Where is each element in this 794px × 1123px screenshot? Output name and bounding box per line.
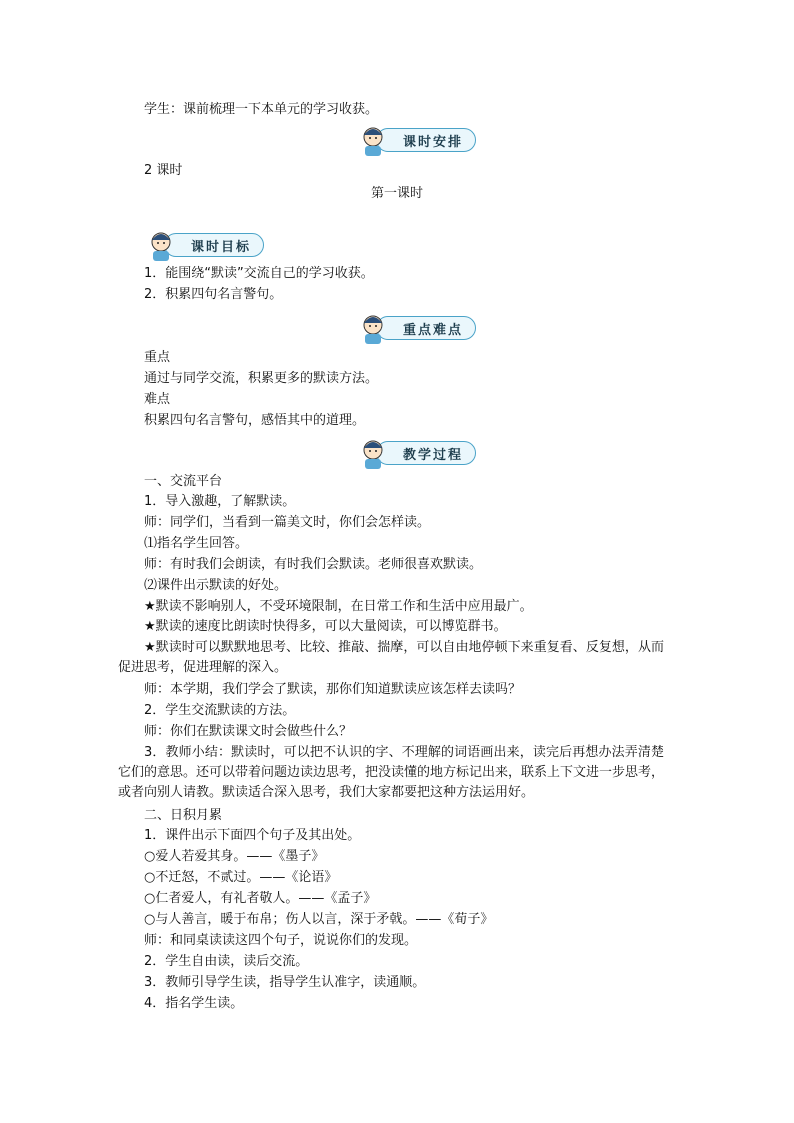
paragraph: 1．课件出示下面四个句子及其出处。 [144,828,361,843]
badge-key-points [358,311,476,345]
hours-text: 2 课时 [144,163,183,178]
badge-label: 重点难点 [376,316,476,340]
badge-process [358,436,476,470]
quote-line: ○仁者爱人，有礼者敬人。——《孟子》 [144,891,377,906]
paragraph: ★默读时可以默默地思考、比较、推敲、揣摩，可以自由地停顿下来重复看、反复想，从而促进思考，促进理解的深入。 [118,640,664,675]
paragraph: 3．教师引导学生读，指导学生认准字，读通顺。 [144,975,426,990]
paragraph: 师：和同桌读读这四个句子，说说你们的发现。 [144,933,418,948]
key-text: 通过与同学交流，积累更多的默读方法。 [144,371,379,386]
goal-item: 2．积累四句名言警句。 [144,287,283,302]
difficulty-label: 难点 [144,392,171,407]
paragraph: 师：本学期，我们学会了默读，那你们知道默读应该怎样去读吗？ [144,682,522,697]
student-mascot-icon [358,311,390,345]
badge-label: 教学过程 [376,441,476,465]
section-title: 一、交流平台 [144,474,223,489]
paragraph: 3．教师小结：默读时，可以把不认识的字、不理解的词语画出来，读完后再想办法弄清楚它们的意思。还可以带着问题边读边思考，把没读懂的地方标记出来，联系上下文进一步思考，或者向别人请教。默读适合深入思考，我们大家都要把这种方法运用好。 [118,745,665,800]
student-mascot-icon [358,123,390,157]
quote-line: ○与人善言，暖于布帛；伤人以言，深于矛戟。——《荀子》 [144,912,494,927]
paragraph: 师：有时我们会朗读，有时我们会默读。老师很喜欢默读。 [144,557,483,572]
header-line: 学生：课前梳理一下本单元的学习收获。 [144,102,379,117]
paragraph: ⑴指名学生回答。 [144,536,249,551]
difficulty-text: 积累四句名言警句，感悟其中的道理。 [144,413,366,428]
paragraph: ★默读不影响别人，不受环境限制，在日常工作和生活中应用最广。 [144,599,533,614]
lesson-title: 第一课时 [370,186,423,201]
paragraph: 1．导入激趣，了解默读。 [144,494,296,509]
paragraph: 2．学生交流默读的方法。 [144,703,296,718]
paragraph: 2．学生自由读，读后交流。 [144,954,309,969]
badge-schedule [358,123,476,157]
goal-item: 1．能围绕“默读”交流自己的学习收获。 [144,266,374,281]
paragraph: 师：你们在默读课文时会做些什么？ [144,724,353,739]
paragraph: 师：同学们，当看到一篇美文时，你们会怎样读。 [144,515,431,530]
key-label: 重点 [144,350,171,365]
student-mascot-icon [358,436,390,470]
student-mascot-icon [146,228,178,262]
badge-label: 课时目标 [164,233,264,257]
badge-label: 课时安排 [376,128,476,152]
paragraph: ⑵课件出示默读的好处。 [144,578,288,593]
badge-goals [146,228,264,262]
quote-line: ○不迁怒，不贰过。——《论语》 [144,870,338,885]
paragraph: 4．指名学生读。 [144,996,244,1011]
section-title: 二、日积月累 [144,808,223,823]
paragraph: ★默读的速度比朗读时快得多，可以大量阅读，可以博览群书。 [144,619,507,634]
quote-line: ○爱人若爱其身。——《墨子》 [144,849,325,864]
